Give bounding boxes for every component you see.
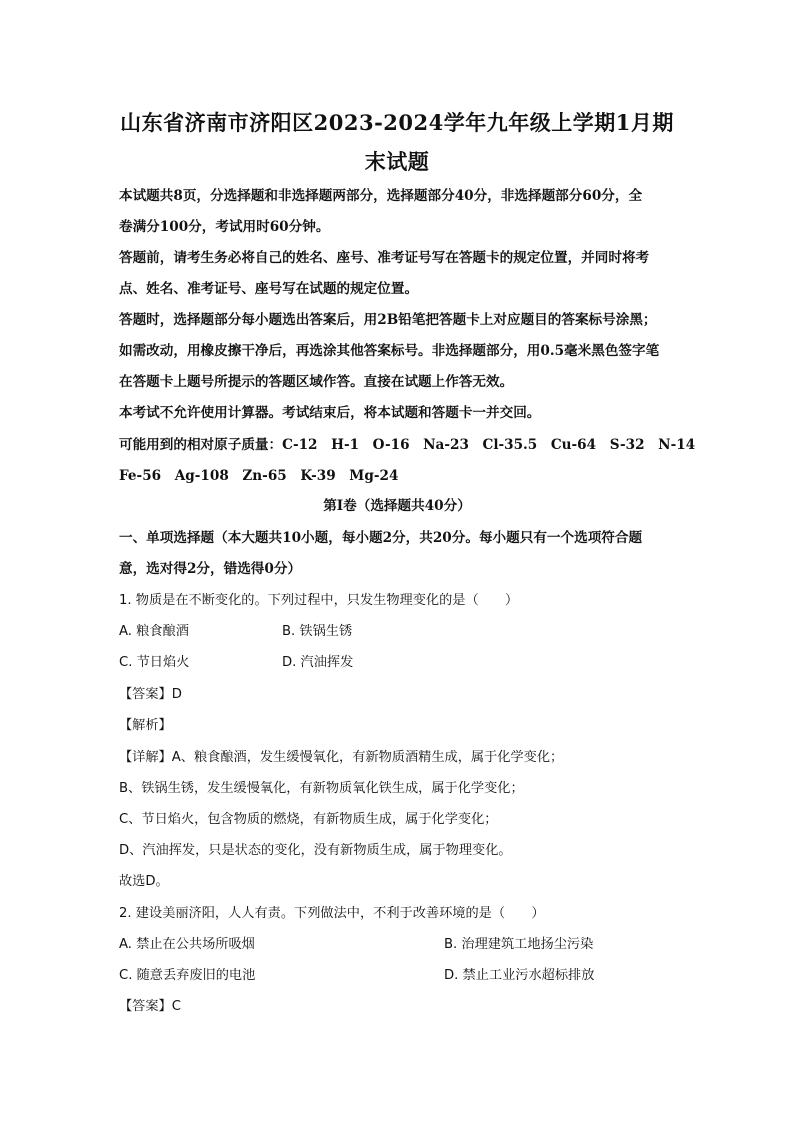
option-a: A. 禁止在公共场所吸烟 [119, 937, 255, 952]
conclusion-line: 故选D。 [119, 874, 169, 889]
detail-line: C、节日焰火，包含物质的燃烧，有新物质生成，属于化学变化； [119, 812, 498, 827]
section-heading: 意，选对得2分，错选得0分） [119, 561, 302, 577]
detail-line: B、铁锅生锈，发生缓慢氧化，有新物质氧化铁生成，属于化学变化； [119, 781, 524, 796]
atomic-mass-line: 可能用到的相对原子质量：C-12 H-1 O-16 Na-23 Cl-35.5 Cu-64 S-32 N-14 [119, 437, 696, 453]
option-b: B. 铁锅生锈 [282, 624, 353, 639]
instruction-line: 答题前，请考生务必将自己的姓名、座号、准考证号写在答题卡的规定位置，并同时将考 [119, 250, 650, 266]
option-b: B. 治理建筑工地扬尘污染 [444, 937, 594, 952]
section-heading: 一、单项选择题（本大题共10小题，每小题2分，共20分。每小题只有一个选项符合题 [119, 530, 643, 546]
question-stem: 1. 物质是在不断变化的。下列过程中，只发生物理变化的是（ ） [119, 593, 519, 608]
instruction-line: 本考试不允许使用计算器。考试结束后，将本试题和答题卡一并交回。 [119, 405, 541, 421]
instruction-line: 答题时，选择题部分每小题选出答案后，用2B铅笔把答题卡上对应题目的答案标号涂黑； [119, 312, 657, 328]
option-d: D. 禁止工业污水超标排放 [444, 968, 595, 983]
detail-line: 【详解】A、粮食酿酒，发生缓慢氧化，有新物质酒精生成，属于化学变化； [119, 750, 564, 765]
exam-title-line2: 末试题 [364, 149, 430, 174]
part-title: 第Ⅰ卷（选择题共40分） [323, 498, 471, 514]
option-c: C. 节日焰火 [119, 655, 190, 670]
option-d: D. 汽油挥发 [282, 655, 354, 670]
instruction-line: 如需改动，用橡皮擦干净后，再选涂其他答案标号。非选择题部分，用0.5毫米黑色签字笔 [119, 343, 660, 359]
answer-label: 【答案】D [119, 687, 182, 702]
instruction-line: 卷满分100分，考试用时60分钟。 [119, 219, 330, 235]
atomic-mass-line: Fe-56 Ag-108 Zn-65 K-39 Mg-24 [119, 468, 399, 484]
option-c: C. 随意丢弃废旧的电池 [119, 968, 256, 983]
instruction-line: 在答题卡上题号所提示的答题区域作答。直接在试题上作答无效。 [119, 374, 514, 390]
question-stem: 2. 建设美丽济阳，人人有责。下列做法中，不利于改善环境的是（ ） [119, 906, 545, 921]
instruction-line: 本试题共8页，分选择题和非选择题两部分，选择题部分40分，非选择题部分60分，全 [119, 188, 643, 204]
analysis-label: 【解析】 [119, 718, 172, 733]
answer-label: 【答案】C [119, 999, 181, 1014]
exam-title-line1: 山东省济南市济阳区2023-2024学年九年级上学期1月期 [120, 110, 674, 135]
instruction-line: 点、姓名、准考证号、座号写在试题的规定位置。 [119, 281, 419, 297]
detail-line: D、汽油挥发，只是状态的变化，没有新物质生成，属于物理变化。 [119, 843, 512, 858]
option-a: A. 粮食酿酒 [119, 624, 189, 639]
